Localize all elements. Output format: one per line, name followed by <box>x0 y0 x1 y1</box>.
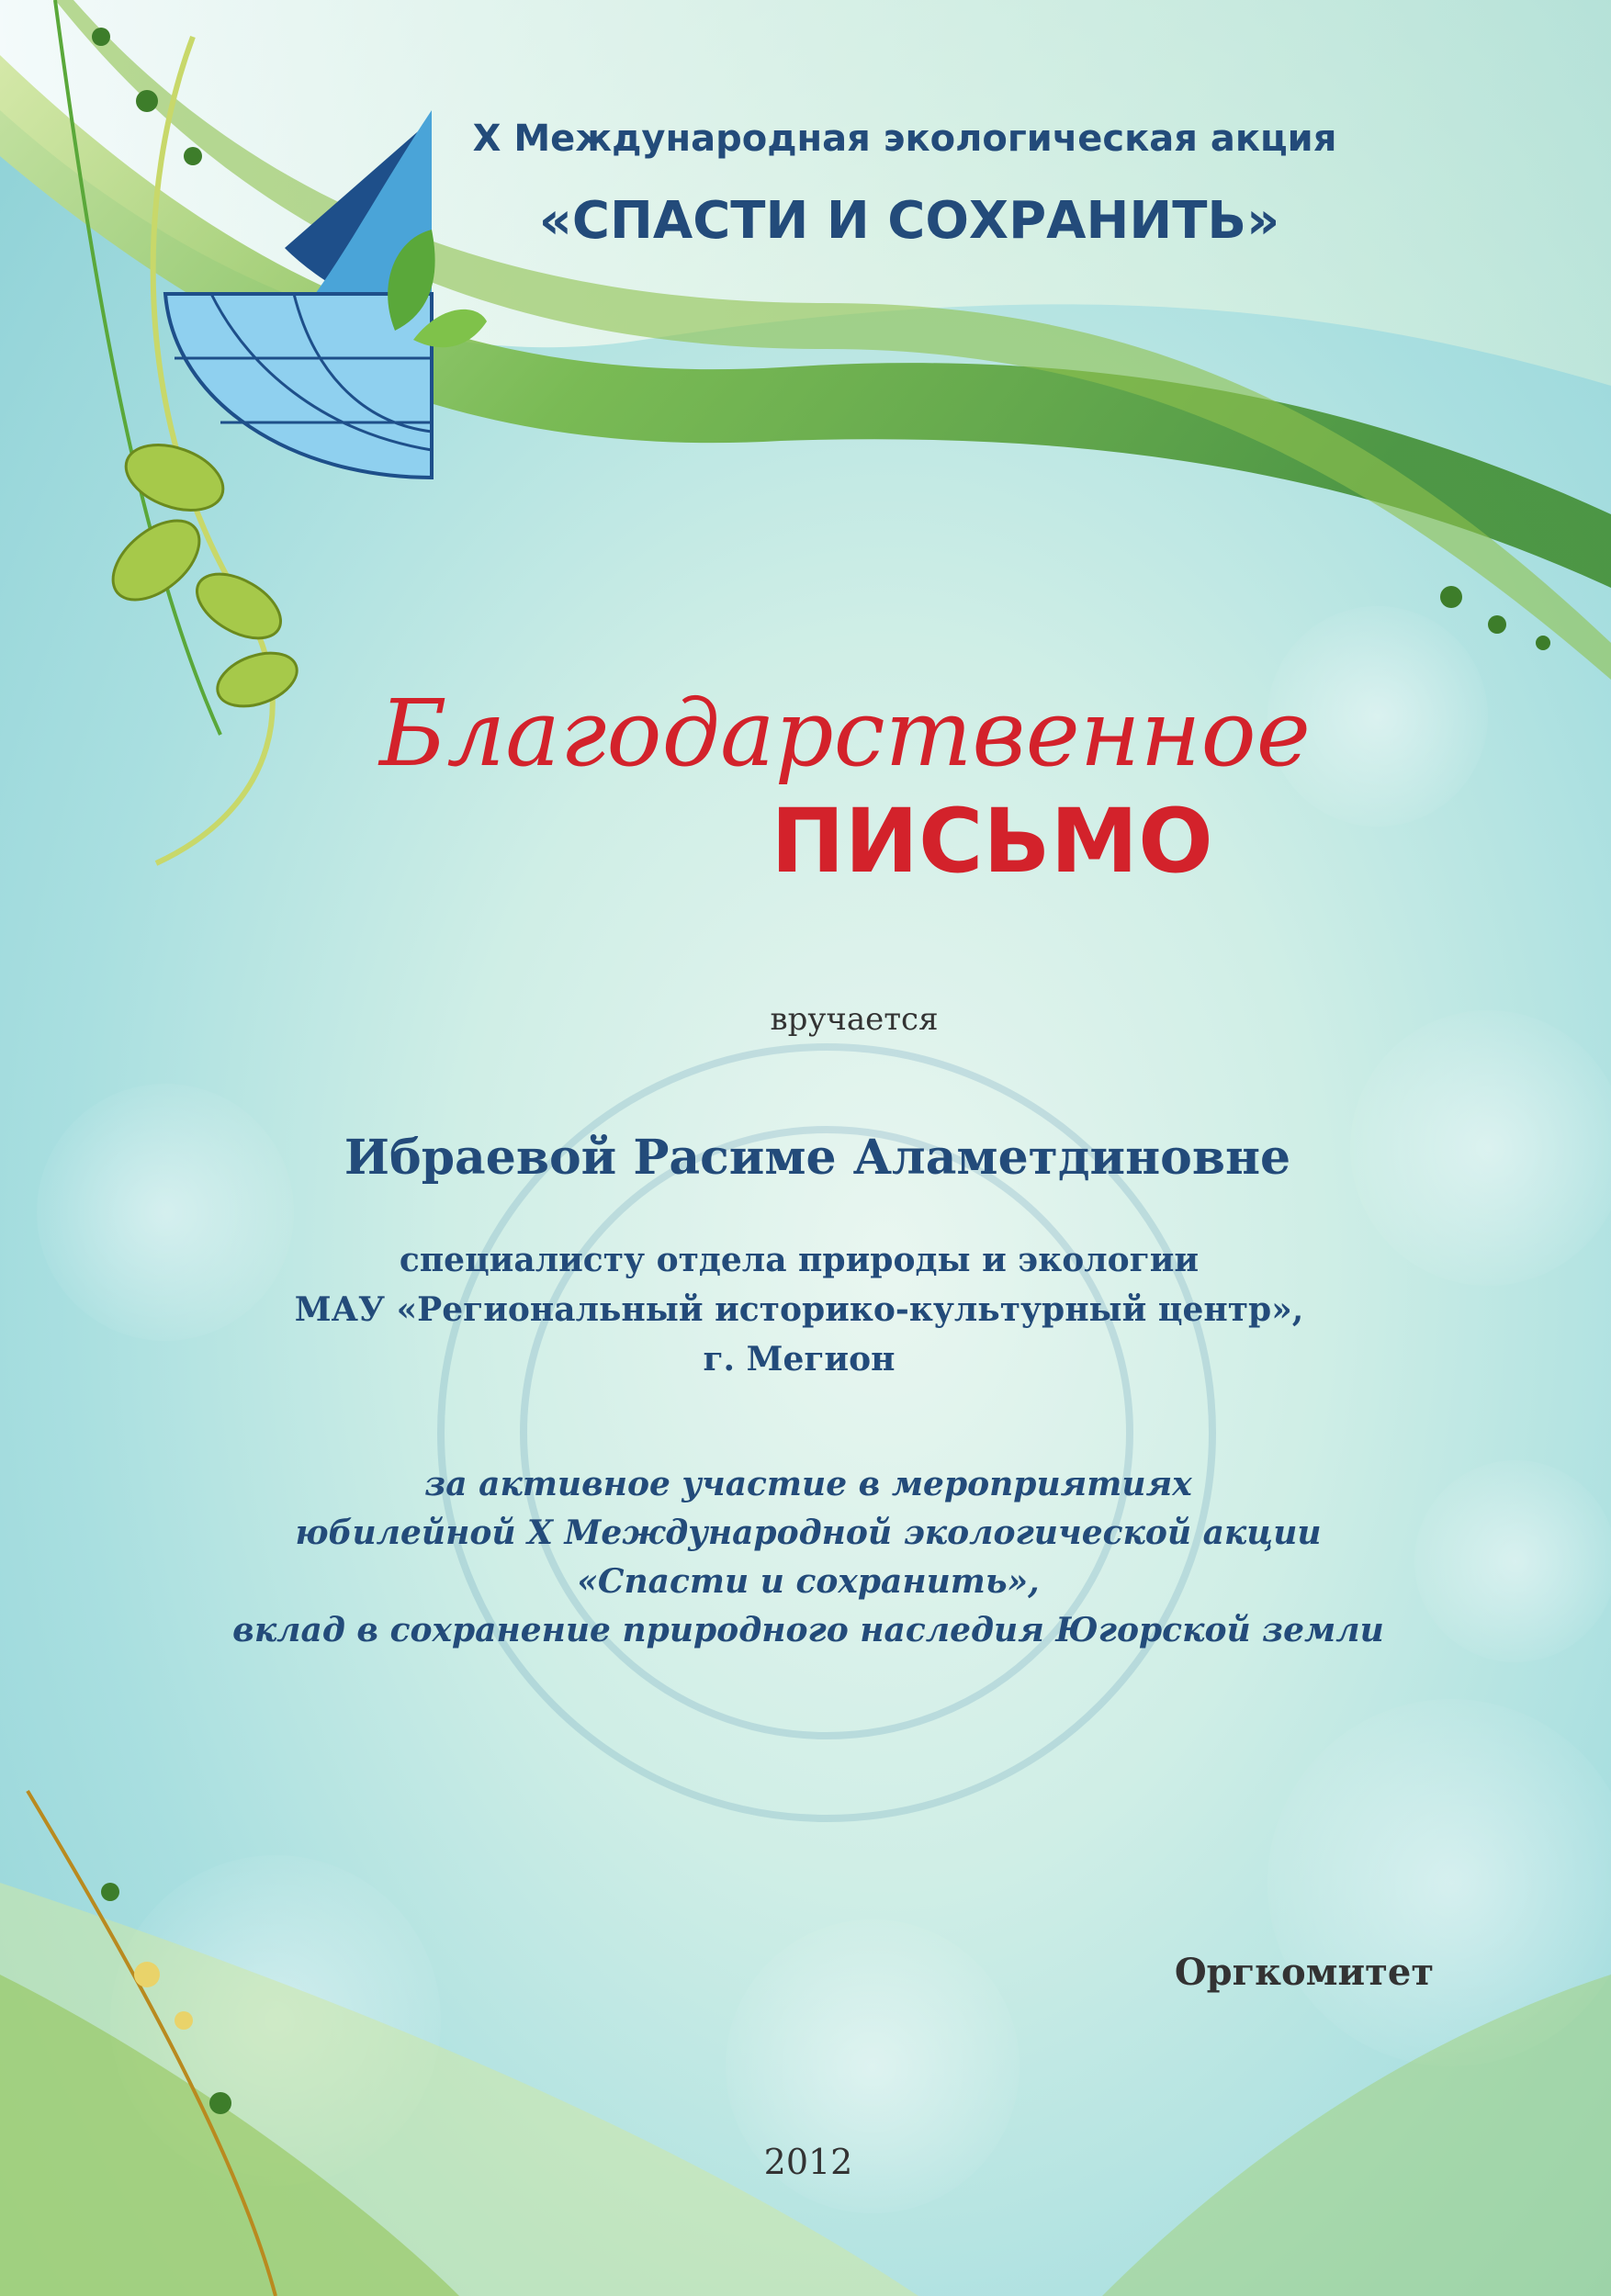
position-line: МАУ «Региональный историко-культурный центр», <box>294 1290 1304 1329</box>
reason-line: за активное участие в мероприятиях <box>424 1465 1192 1503</box>
recipient-name: Ибраевой Расиме Аламетдиновне <box>344 1130 1291 1186</box>
award-reason <box>138 1460 1479 1655</box>
event-title-line: X Международная экологическая акция <box>472 118 1337 160</box>
position-line: специалисту отдела природы и экологии <box>399 1241 1200 1279</box>
reason-line: «Спасти и сохранить», <box>577 1562 1040 1601</box>
recipient-position <box>165 1235 1433 1384</box>
document-title-letter: ПИСЬМО <box>771 790 1213 893</box>
position-line: г. Мегион <box>703 1340 896 1379</box>
reason-line: вклад в сохранение природного наследия Югорской земли <box>232 1611 1384 1649</box>
globe-leaf-logo-icon <box>138 101 487 496</box>
event-name: «СПАСТИ И СОХРАНИТЬ» <box>538 191 1280 251</box>
document-title: Благодарственное <box>379 680 1311 787</box>
awarded-label: вручается <box>770 1001 939 1038</box>
signature: Оргкомитет <box>1174 1951 1435 1994</box>
reason-line: юбилейной X Международной экологической акции <box>295 1514 1322 1552</box>
year: 2012 <box>763 2142 853 2182</box>
